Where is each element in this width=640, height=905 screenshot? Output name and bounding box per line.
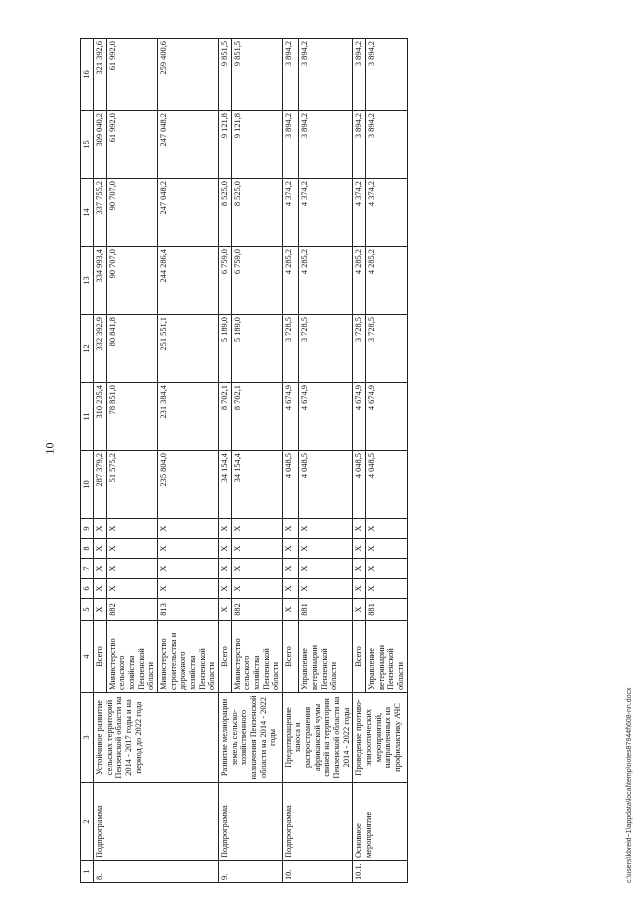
- column-number-2: 2: [81, 783, 94, 861]
- column-number-11: 11: [81, 383, 94, 451]
- x-mark: Х: [231, 539, 282, 559]
- column-number-4: 4: [81, 621, 94, 693]
- amount-value: 8 525,0: [231, 179, 282, 247]
- responsible-org: Всего: [353, 621, 366, 693]
- budget-table: [80, 38, 408, 883]
- amount-value: 3 728,5: [282, 315, 298, 383]
- amount-value: 247 048,2: [157, 179, 218, 247]
- x-mark: Х: [218, 559, 231, 579]
- amount-value: 78 851,0: [106, 383, 157, 451]
- amount-value: 4 674,9: [366, 383, 408, 451]
- amount-value: 3 894,2: [353, 39, 366, 111]
- x-mark: Х: [94, 519, 107, 539]
- amount-value: 4 674,9: [353, 383, 366, 451]
- table-row: [353, 39, 366, 883]
- x-mark: Х: [282, 519, 298, 539]
- x-mark: Х: [106, 579, 157, 599]
- amount-value: 332 392,9: [94, 315, 107, 383]
- table-row: [94, 39, 107, 883]
- amount-value: 80 841,8: [106, 315, 157, 383]
- budget-code: 882: [231, 599, 282, 621]
- x-mark: Х: [282, 579, 298, 599]
- column-number-5: 5: [81, 599, 94, 621]
- amount-value: 247 048,2: [157, 111, 218, 179]
- x-mark: Х: [353, 579, 366, 599]
- responsible-org: Всего: [282, 621, 298, 693]
- responsible-org: Всего: [94, 621, 107, 693]
- amount-value: 321 392,6: [94, 39, 107, 111]
- x-mark: Х: [353, 519, 366, 539]
- budget-code: Х: [94, 599, 107, 621]
- row-kind: Основное мероприятие: [353, 783, 407, 861]
- amount-value: 4 048,5: [299, 451, 353, 519]
- budget-code: Х: [353, 599, 366, 621]
- column-number-16: 16: [81, 39, 94, 111]
- amount-value: 4 285,2: [299, 247, 353, 315]
- x-mark: Х: [94, 539, 107, 559]
- x-mark: Х: [366, 539, 408, 559]
- x-mark: Х: [106, 539, 157, 559]
- row-title: Проведение противо-эпизоотических мероприятий, направленных на профилактику АЧС: [353, 693, 407, 783]
- responsible-org: Всего: [218, 621, 231, 693]
- row-title: Предотвращение заноса и распространения африканской чумы свиней на территории Пензенской области на 2014 - 2022 годы: [282, 693, 353, 783]
- amount-value: 231 384,4: [157, 383, 218, 451]
- amount-value: 4 048,5: [366, 451, 408, 519]
- budget-code: Х: [218, 599, 231, 621]
- x-mark: Х: [106, 519, 157, 539]
- x-mark: Х: [366, 579, 408, 599]
- row-kind: Подпрограмма: [94, 783, 219, 861]
- amount-value: 61 992,0: [106, 111, 157, 179]
- x-mark: Х: [218, 519, 231, 539]
- x-mark: Х: [282, 559, 298, 579]
- budget-code: 882: [106, 599, 157, 621]
- amount-value: 8 525,0: [218, 179, 231, 247]
- amount-value: 4 374,2: [353, 179, 366, 247]
- row-number: 9.: [218, 861, 282, 883]
- amount-value: 8 702,1: [231, 383, 282, 451]
- amount-value: 3 894,2: [353, 111, 366, 179]
- amount-value: 3 894,2: [299, 39, 353, 111]
- x-mark: Х: [157, 519, 218, 539]
- amount-value: 244 286,4: [157, 247, 218, 315]
- x-mark: Х: [299, 539, 353, 559]
- x-mark: Х: [231, 519, 282, 539]
- amount-value: 259 400,6: [157, 39, 218, 111]
- amount-value: 4 285,2: [366, 247, 408, 315]
- amount-value: 9 851,5: [218, 39, 231, 111]
- x-mark: Х: [157, 559, 218, 579]
- column-number-6: 6: [81, 579, 94, 599]
- amount-value: 3 894,2: [366, 39, 408, 111]
- x-mark: Х: [366, 519, 408, 539]
- x-mark: Х: [218, 579, 231, 599]
- table-body: [81, 39, 408, 883]
- column-number-1: 1: [81, 861, 94, 883]
- column-number-3: 3: [81, 693, 94, 783]
- amount-value: 9 851,5: [231, 39, 282, 111]
- amount-value: 6 759,0: [218, 247, 231, 315]
- column-number-row: [81, 39, 94, 883]
- responsible-org: Министерство строительства и дорожного хозяйства Пензенской области: [157, 621, 218, 693]
- amount-value: 51 575,2: [106, 451, 157, 519]
- column-number-9: 9: [81, 519, 94, 539]
- budget-code: 881: [366, 599, 408, 621]
- amount-value: 3 728,5: [299, 315, 353, 383]
- amount-value: 9 121,8: [218, 111, 231, 179]
- x-mark: Х: [94, 579, 107, 599]
- x-mark: Х: [94, 559, 107, 579]
- file-path-footer: c:\users\kbreid~1\appdata\local\temp\notes87944f\608-nn.docx: [626, 687, 633, 883]
- column-number-14: 14: [81, 179, 94, 247]
- x-mark: Х: [299, 519, 353, 539]
- amount-value: 3 894,2: [282, 39, 298, 111]
- amount-value: 9 121,8: [231, 111, 282, 179]
- amount-value: 34 154,4: [231, 451, 282, 519]
- row-number: 10.1.: [353, 861, 407, 883]
- x-mark: Х: [353, 559, 366, 579]
- column-number-8: 8: [81, 539, 94, 559]
- amount-value: 34 154,4: [218, 451, 231, 519]
- amount-value: 4 674,9: [282, 383, 298, 451]
- budget-code: 881: [299, 599, 353, 621]
- x-mark: Х: [282, 539, 298, 559]
- x-mark: Х: [299, 579, 353, 599]
- row-number: 10.: [282, 861, 353, 883]
- amount-value: 6 759,0: [231, 247, 282, 315]
- responsible-org: Министерство сельского хозяйства Пензенской области: [106, 621, 157, 693]
- x-mark: Х: [106, 559, 157, 579]
- amount-value: 235 804,0: [157, 451, 218, 519]
- amount-value: 90 707,0: [106, 247, 157, 315]
- page-number: 10: [42, 442, 57, 455]
- amount-value: 8 702,1: [218, 383, 231, 451]
- amount-value: 3 894,2: [366, 111, 408, 179]
- x-mark: Х: [366, 559, 408, 579]
- amount-value: 4 048,5: [353, 451, 366, 519]
- amount-value: 310 235,4: [94, 383, 107, 451]
- amount-value: 4 374,2: [366, 179, 408, 247]
- responsible-org: Управление ветеринарии Пензенской области: [366, 621, 408, 693]
- column-number-13: 13: [81, 247, 94, 315]
- budget-code: 813: [157, 599, 218, 621]
- x-mark: Х: [231, 559, 282, 579]
- amount-value: 4 374,2: [282, 179, 298, 247]
- amount-value: 4 374,2: [299, 179, 353, 247]
- x-mark: Х: [299, 559, 353, 579]
- amount-value: 334 993,4: [94, 247, 107, 315]
- amount-value: 5 189,0: [231, 315, 282, 383]
- column-number-12: 12: [81, 315, 94, 383]
- amount-value: 61 992,0: [106, 39, 157, 111]
- column-number-10: 10: [81, 451, 94, 519]
- x-mark: Х: [353, 539, 366, 559]
- amount-value: 287 379,2: [94, 451, 107, 519]
- amount-value: 3 728,5: [353, 315, 366, 383]
- amount-value: 4 048,5: [282, 451, 298, 519]
- x-mark: Х: [157, 539, 218, 559]
- x-mark: Х: [157, 579, 218, 599]
- row-title: Устойчивое развитие сельских территорий Пензенской области на 2014 - 2017 годы и на период до 2022 года: [94, 693, 219, 783]
- amount-value: 4 674,9: [299, 383, 353, 451]
- x-mark: Х: [218, 539, 231, 559]
- table-row: [282, 39, 298, 883]
- amount-value: 3 894,2: [299, 111, 353, 179]
- budget-code: Х: [282, 599, 298, 621]
- row-number: 8.: [94, 861, 219, 883]
- amount-value: 3 894,2: [282, 111, 298, 179]
- amount-value: 3 728,5: [366, 315, 408, 383]
- x-mark: Х: [231, 579, 282, 599]
- responsible-org: Министерство сельского хозяйства Пензенской области: [231, 621, 282, 693]
- column-number-15: 15: [81, 111, 94, 179]
- column-number-7: 7: [81, 559, 94, 579]
- row-kind: Подпрограмма: [218, 783, 282, 861]
- amount-value: 309 040,2: [94, 111, 107, 179]
- responsible-org: Управление ветеринарии Пензенской области: [299, 621, 353, 693]
- row-kind: Подпрограмма: [282, 783, 353, 861]
- rotated-page-content: [80, 41, 633, 883]
- row-title: Развитие мелиорации земель сельско-хозяйственного назначения Пензенской области на 2014 - 2022 годы: [218, 693, 282, 783]
- table-row: [218, 39, 231, 883]
- amount-value: 90 707,0: [106, 179, 157, 247]
- amount-value: 337 755,2: [94, 179, 107, 247]
- amount-value: 4 285,2: [353, 247, 366, 315]
- amount-value: 5 189,0: [218, 315, 231, 383]
- amount-value: 4 285,2: [282, 247, 298, 315]
- amount-value: 251 551,1: [157, 315, 218, 383]
